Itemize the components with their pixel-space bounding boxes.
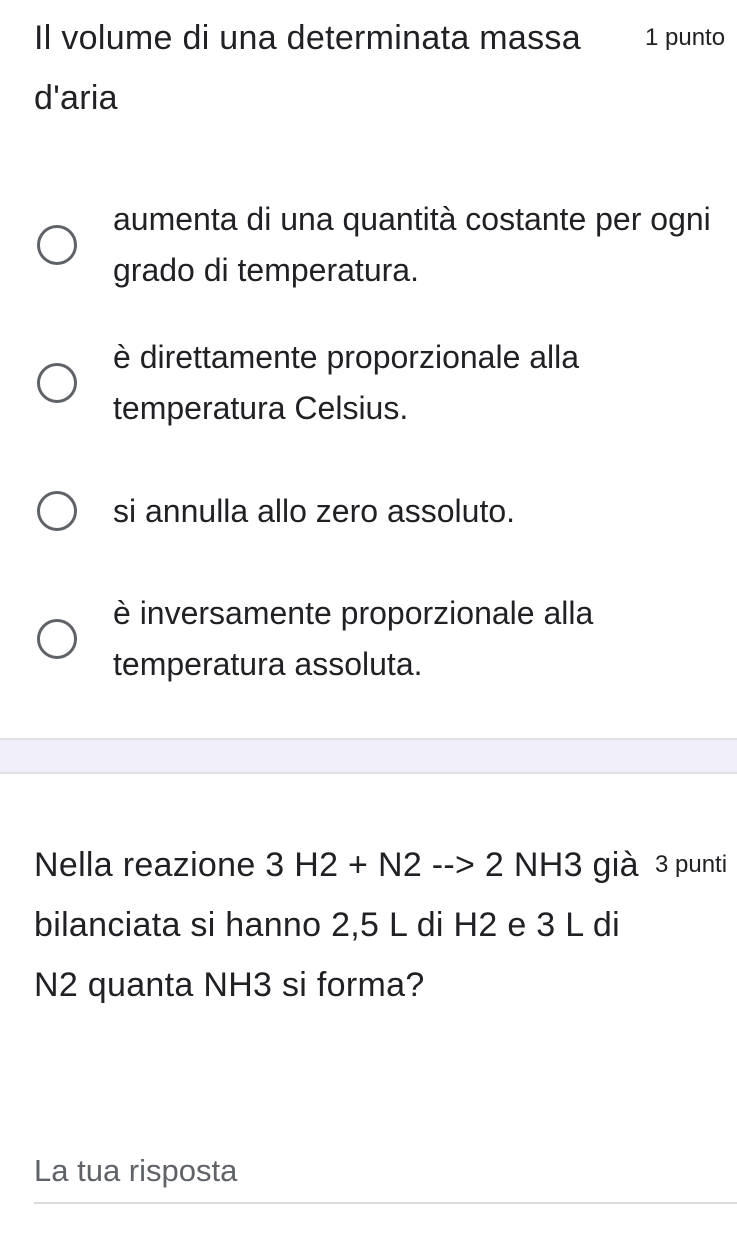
option-2[interactable] [0, 314, 737, 452]
answer-input[interactable] [34, 1140, 737, 1204]
radio-button-icon[interactable] [37, 363, 77, 403]
question-1-header [34, 8, 737, 128]
radio-button-icon[interactable] [37, 491, 77, 531]
radio-button-icon[interactable] [37, 225, 77, 265]
option-4-label[interactable]: è inversamente proporzionale alla temperatura assoluta. [113, 595, 594, 682]
question-1-title: Il volume di una determinata massa d'aria [34, 19, 581, 117]
option-2-label[interactable]: è direttamente proporzionale alla temperatura Celsius. [113, 339, 580, 426]
radio-button-icon[interactable] [37, 619, 77, 659]
option-3[interactable] [0, 452, 737, 570]
question-2-title: Nella reazione 3 H2 + N2 --> 2 NH3 già bilanciata si hanno 2,5 L di H2 e 3 L di N2 quanta NH3 si forma? [34, 846, 639, 1004]
question-separator [0, 738, 737, 774]
question-1-points: 1 punto [645, 24, 726, 51]
question-2-points: 3 punti [655, 851, 728, 878]
question-2-header [34, 835, 737, 1015]
option-4[interactable] [0, 570, 737, 708]
question-1-options [0, 176, 737, 708]
option-1-label[interactable]: aumenta di una quantità costante per ogni grado di temperatura. [113, 201, 711, 288]
option-1[interactable] [0, 176, 737, 314]
option-3-label[interactable]: si annulla allo zero assoluto. [113, 492, 516, 529]
